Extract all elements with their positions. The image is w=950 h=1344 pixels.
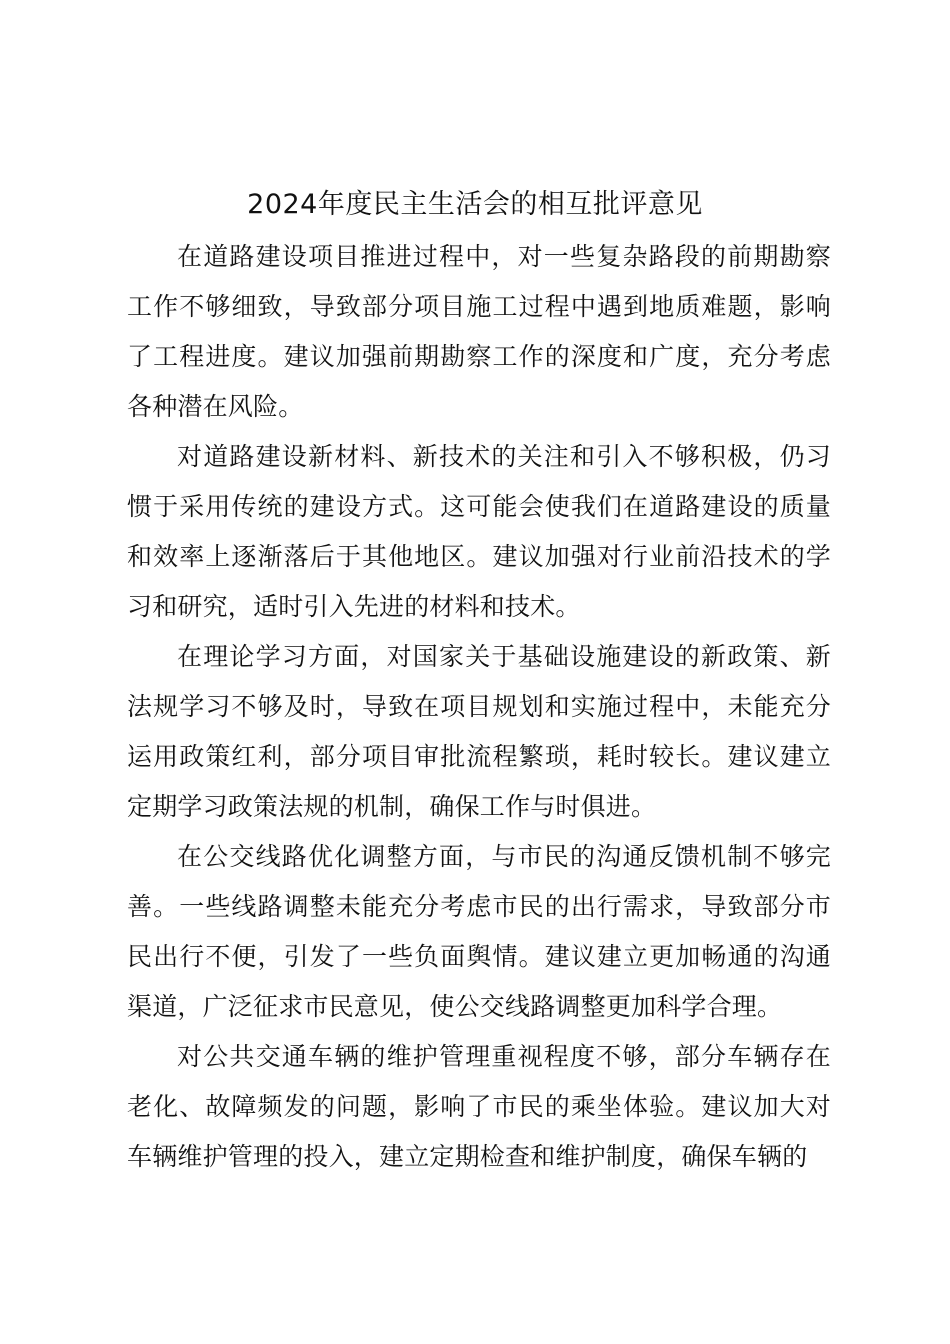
paragraph-2: 对道路建设新材料、新技术的关注和引入不够积极，仍习惯于采用传统的建设方式。这可能会使我们在道路建设的质量和效率上逐渐落后于其他地区。建议加强对行业前沿技术的学习和研究，适时引入先进的材料和技术。: [127, 442, 831, 621]
paragraph-5: 对公共交通车辆的维护管理重视程度不够，部分车辆存在老化、故障频发的问题，影响了市民的乘坐体验。建议加大对车辆维护管理的投入，建立定期检查和维护制度，确保车辆的: [127, 1042, 831, 1171]
document-body: [127, 232, 831, 1182]
paragraph-4: 在公交线路优化调整方面，与市民的沟通反馈机制不够完善。一些线路调整未能充分考虑市民的出行需求，导致部分市民出行不便，引发了一些负面舆情。建议建立更加畅通的沟通渠道，广泛征求市民意见，使公交线路调整更加科学合理。: [127, 842, 831, 1021]
paragraph-1: 在道路建设项目推进过程中，对一些复杂路段的前期勘察工作不够细致，导致部分项目施工过程中遇到地质难题，影响了工程进度。建议加强前期勘察工作的深度和广度，充分考虑各种潜在风险。: [127, 242, 831, 421]
document-title: 2024年度民主生活会的相互批评意见: [247, 189, 703, 220]
paragraph-3: 在理论学习方面，对国家关于基础设施建设的新政策、新法规学习不够及时，导致在项目规划和实施过程中，未能充分运用政策红利，部分项目审批流程繁琐，耗时较长。建议建立定期学习政策法规的机制，确保工作与时俱进。: [127, 642, 831, 821]
